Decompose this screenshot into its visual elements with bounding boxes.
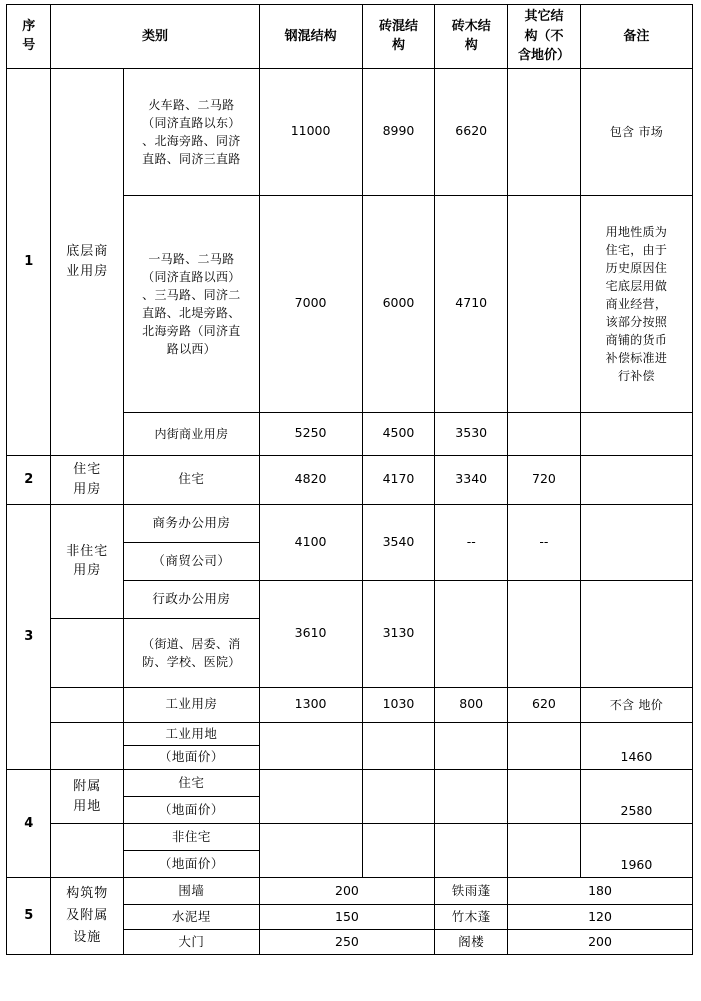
document-page [0,4,701,1001]
row-category-line1: 附属 [73,779,102,794]
value-other [508,770,581,824]
item-desc-line: （街道、居委、消 [142,636,241,651]
row-category-line1: 构筑物 [66,885,109,901]
value-other: 620 [508,687,581,722]
header-reinforced-concrete: 钢混结构 [259,5,362,69]
table-row [7,878,693,905]
value-brick-concrete [362,824,435,878]
value-reinforced-concrete: 3610 [259,580,362,687]
row-index: 4 [7,770,51,878]
row-category-line1: 底层商 [66,244,109,259]
value-reinforced-concrete [259,770,362,824]
value-brick-concrete: 6000 [362,195,435,412]
facility-name: 铁雨蓬 [435,878,508,905]
remark-line: 商业经营， [605,296,668,311]
facility-name: 竹木蓬 [435,905,508,930]
remark-line: 用地性质为 [605,224,668,239]
value-reinforced-concrete: 11000 [259,68,362,195]
value-reinforced-concrete: 4820 [259,455,362,504]
item-description: （商贸公司） [124,542,259,580]
facility-value: 200 [508,930,693,955]
value-other: -- [508,504,581,580]
value-brick-wood: 3340 [435,455,508,504]
table-row [7,824,693,851]
value-remark: 1960 [580,824,692,878]
remark-line: 历史原因住 [605,260,668,275]
value-remark [580,580,692,687]
row-category-line2: 业用房 [66,263,109,279]
value-reinforced-concrete: 4100 [259,504,362,580]
item-desc-line: 火车路、二马路 [148,97,235,112]
value-remark: 1460 [580,722,692,770]
value-brick-concrete: 8990 [362,68,435,195]
row-category-line1: 住宅 [73,462,102,477]
header-brick-wood [435,5,508,69]
row-index: 1 [7,68,51,455]
facility-name: 围墙 [124,878,259,905]
header-brick-concrete-line1: 砖混结 [378,18,418,34]
value-reinforced-concrete: 5250 [259,412,362,455]
item-description: 住宅 [124,770,259,797]
row-category [51,878,124,955]
remark-line: 商铺的货币 [605,332,668,347]
item-description [124,68,259,195]
value-reinforced-concrete [259,824,362,878]
row-category-line2: 用地 [73,798,102,814]
value-other [508,580,581,687]
header-brick-concrete-line2: 构 [391,38,405,54]
value-other [508,412,581,455]
row-category-spacer [51,618,124,687]
value-brick-concrete [362,722,435,770]
value-brick-wood: 4710 [435,195,508,412]
value-brick-wood [435,722,508,770]
item-desc-line: 直路、北堤旁路、 [142,305,241,320]
value-remark [580,504,692,580]
value-other [508,68,581,195]
row-category [51,504,124,618]
header-serial-line1: 序 [22,18,36,34]
item-desc-line: 工业用地 [124,725,258,747]
table-row [7,455,693,504]
item-description [124,722,259,770]
value-brick-concrete: 4500 [362,412,435,455]
row-category-spacer [51,824,124,878]
item-description: 行政办公用房 [124,580,259,618]
value-other: 720 [508,455,581,504]
row-category-spacer [51,687,124,722]
value-brick-wood [435,770,508,824]
header-brick-concrete [362,5,435,69]
item-desc-line: 内街商业用房 [154,426,229,441]
value-remark: 包含 市场 [580,68,692,195]
item-description: （地面价） [124,851,259,878]
item-desc-line: 防、学校、医院） [142,654,241,669]
header-brick-wood-line2: 构 [464,38,478,54]
item-desc-line: 、三马路、同济二 [142,287,241,302]
table-row [7,722,693,770]
value-remark [580,412,692,455]
row-category [51,455,124,504]
header-other-line1: 其它结 [524,9,564,24]
facility-value: 120 [508,905,693,930]
value-brick-concrete: 3130 [362,580,435,687]
header-serial-line2: 号 [22,38,36,54]
value-brick-wood: 3530 [435,412,508,455]
facility-value: 150 [259,905,435,930]
remark-line: 补偿标准进 [605,350,668,365]
row-category-line1: 非住宅 [66,543,109,559]
facility-value: 250 [259,930,435,955]
remark-line: 行补偿 [617,368,655,383]
item-desc-line: 、北海旁路、同济 [142,133,241,148]
item-description: 工业用房 [124,687,259,722]
table-row [7,770,693,797]
header-other-line3: 含地价） [517,48,570,63]
facility-name: 阁楼 [435,930,508,955]
value-reinforced-concrete: 7000 [259,195,362,412]
remark-line: 宅底层用做 [605,278,668,293]
compensation-price-table [6,4,693,955]
facility-value: 180 [508,878,693,905]
row-category [51,770,124,824]
item-description: （地面价） [124,797,259,824]
value-brick-wood [435,824,508,878]
item-description [124,195,259,412]
row-category-line3: 设施 [73,930,102,946]
item-description [124,618,259,687]
row-category-spacer [51,722,124,770]
value-other [508,722,581,770]
header-serial [7,5,51,69]
header-brick-wood-line1: 砖木结 [451,18,491,34]
value-other [508,824,581,878]
row-category-line2: 用房 [73,481,102,497]
item-desc-line: 直路、同济三直路 [142,151,241,166]
facility-value: 200 [259,878,435,905]
item-desc-line: 一马路、二马路 [148,251,235,266]
value-brick-wood: 6620 [435,68,508,195]
value-brick-wood: 800 [435,687,508,722]
table-row [7,687,693,722]
facility-name: 水泥埕 [124,905,259,930]
row-index: 2 [7,455,51,504]
header-other-line2: 构（不 [524,28,564,44]
facility-name: 大门 [124,930,259,955]
item-description: 商务办公用房 [124,504,259,542]
item-desc-line: （同济直路以西） [142,269,241,284]
header-remark: 备注 [580,5,692,69]
item-description: 住宅 [124,455,259,504]
value-remark [580,195,692,412]
table-row [7,68,693,195]
value-brick-concrete: 3540 [362,504,435,580]
row-category-line2: 用房 [73,563,102,578]
header-other-structure [508,5,581,69]
value-remark [580,455,692,504]
value-brick-concrete: 1030 [362,687,435,722]
row-index: 3 [7,504,51,770]
item-description: 非住宅 [124,824,259,851]
item-desc-line: （地面价） [158,749,224,765]
header-category: 类别 [51,5,259,69]
row-index: 5 [7,878,51,955]
value-reinforced-concrete: 1300 [259,687,362,722]
value-brick-concrete [362,770,435,824]
remark-line: 住宅，由于 [605,242,668,257]
item-description [124,412,259,455]
row-category [51,68,124,455]
value-reinforced-concrete [259,722,362,770]
item-desc-line: 北海旁路（同济直 [142,323,241,338]
remark-line: 该部分按照 [605,314,668,329]
value-remark: 2580 [580,770,692,824]
value-remark: 不含 地价 [580,687,692,722]
value-brick-wood: -- [435,504,508,580]
table-row [7,504,693,542]
value-other [508,195,581,412]
table-header-row [7,5,693,69]
value-brick-concrete: 4170 [362,455,435,504]
item-desc-line: （同济直路以东） [142,115,241,130]
item-desc-line: 路以西） [166,341,216,356]
row-category-line2: 及附属 [66,907,109,923]
value-brick-wood [435,580,508,687]
